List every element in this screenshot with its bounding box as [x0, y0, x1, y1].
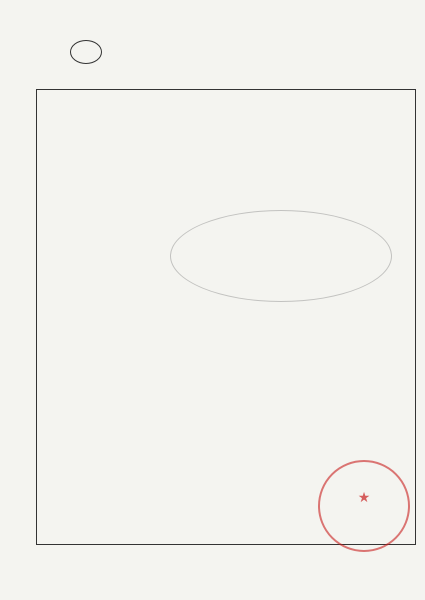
ma-logo: [70, 40, 102, 64]
star-icon: ★: [357, 490, 371, 506]
official-stamp: [318, 460, 410, 552]
